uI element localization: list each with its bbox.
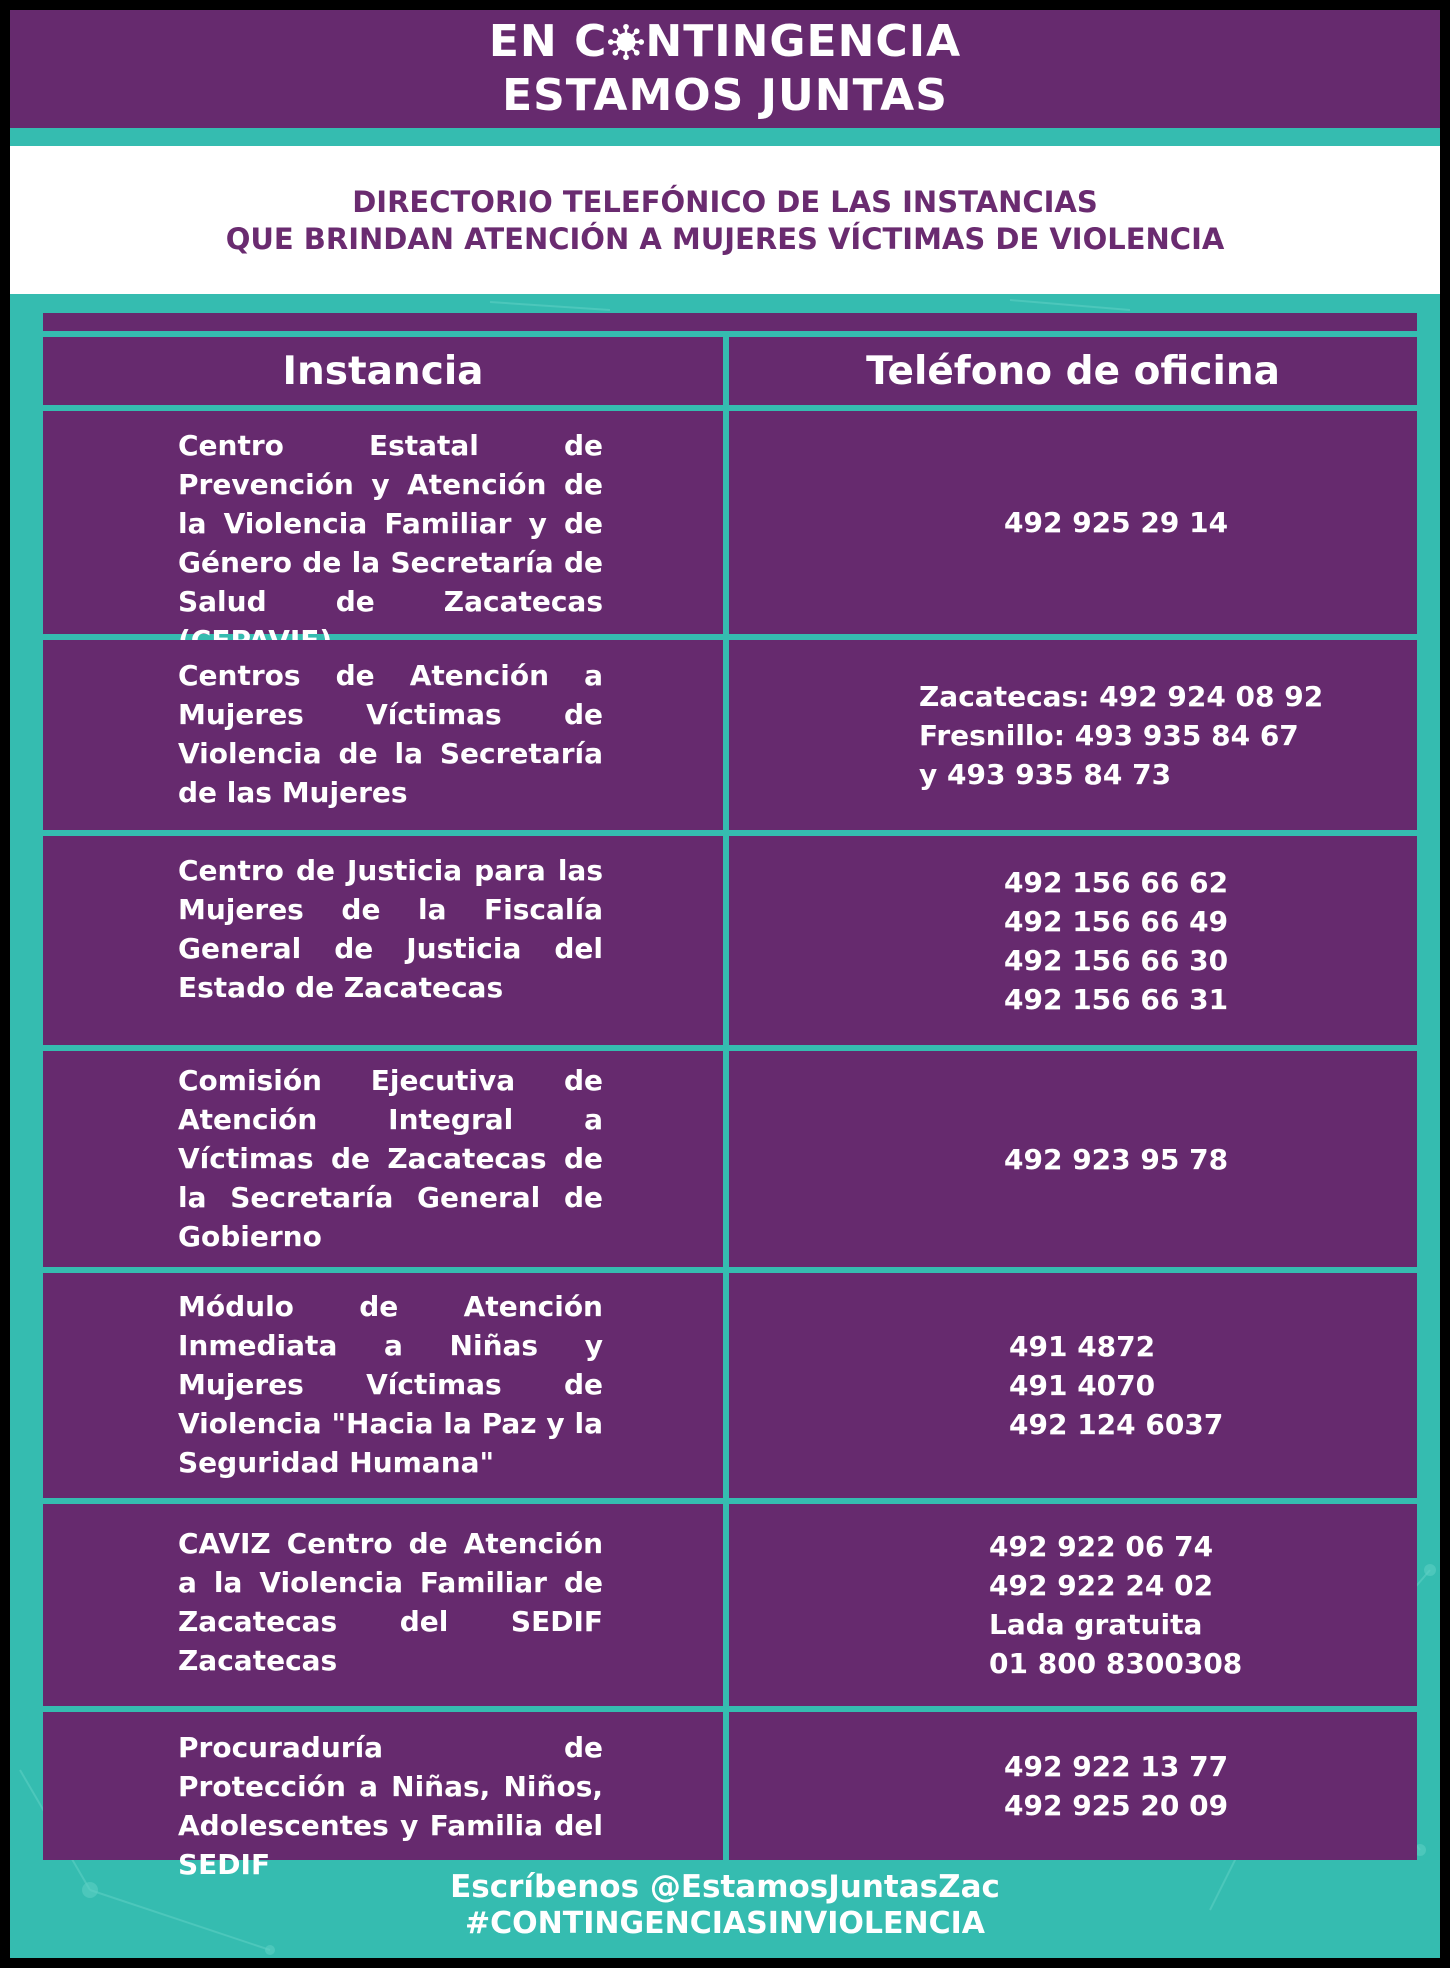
top-banner [10,10,1440,128]
phone-number: 491 4872 [1009,1330,1156,1363]
footer-hashtag: #CONTINGENCIASINVIOLENCIA [465,1906,985,1941]
table-row-instancia: CAVIZ Centro de Atención a la Violencia Familiar de Zacatecas del SEDIF Zacatecas [43,1504,723,1706]
banner-title-line1: EN C NTINGENCIA [488,16,962,67]
subtitle-line1: DIRECTORIO TELEFÓNICO DE LAS INSTANCIAS [352,185,1098,219]
phone-number: 491 4070 [1009,1369,1156,1402]
table-row-telefono [729,1273,1417,1498]
table-row-instancia: Centro Estatal de Prevención y Atención de la Violencia Familiar y de Género de la Secretaría de Salud de Zacatecas [43,411,723,634]
banner-title-line2: ESTAMOS JUNTAS [502,70,948,121]
table-row-telefono [729,1712,1417,1860]
table-row-telefono [729,1504,1417,1706]
phone-number: 01 800 8300308 [989,1647,1243,1680]
poster [10,10,1440,1958]
phone-number: Fresnillo: 493 935 84 67 [919,718,1299,752]
footer [10,1868,1440,1942]
phone-number: 492 923 95 78 [1004,1142,1229,1176]
table-row-instancia: Procuraduría de Protección a Niñas, Niños, Adolescentes y Familia del SEDIF [43,1712,723,1860]
directory-table [43,313,1417,1881]
directory-subtitle [10,146,1440,294]
subtitle-line2: QUE BRINDAN ATENCIÓN A MUJERES VÍCTIMAS DE VIOLENCIA [225,222,1225,256]
phone-number: 492 922 06 74 [989,1530,1214,1563]
header-telefono: Teléfono de oficina [729,337,1417,405]
phone-number: y 493 935 84 73 [919,757,1172,791]
phone-number: Zacatecas: 492 924 08 92 [919,679,1324,713]
table-row-telefono [729,640,1417,830]
header-instancia: Instancia [43,337,723,405]
phone-number: 492 922 24 02 [989,1569,1214,1602]
table-row-telefono [729,1051,1417,1267]
table-row-instancia: Centro de Justicia para las Mujeres de la Fiscalía General de Justicia del Estado de Zacatecas [43,836,723,1045]
table-row-instancia: Comisión Ejecutiva de Atención Integral a Víctimas de Zacatecas de la Secretaría General de Gobierno [43,1051,723,1267]
phone-number: 492 156 66 62 [1004,865,1229,899]
phone-number: 492 925 29 14 [1004,506,1229,539]
phone-number: Lada gratuita [989,1608,1203,1641]
footer-contact-handle: Escríbenos @EstamosJuntasZac [450,1869,1000,1905]
virus-o-icon [607,23,645,61]
table-row-instancia: Módulo de Atención Inmediata a Niñas y Mujeres Víctimas de Violencia "Hacia la Paz y la Seguridad Humana" [43,1273,723,1498]
table-row-instancia: Centros de Atención a Mujeres Víctimas de Violencia de la Secretaría de las Mujeres [43,640,723,830]
phone-number: 492 124 6037 [1009,1408,1224,1441]
phone-number: 492 925 20 09 [1004,1789,1229,1822]
table-row-telefono [729,411,1417,634]
phone-number: 492 156 66 31 [1004,982,1229,1016]
phone-number: 492 156 66 30 [1004,943,1229,977]
phone-number: 492 922 13 77 [1004,1750,1229,1783]
table-top-strip [43,313,1417,331]
phone-number: 492 156 66 49 [1004,904,1229,938]
table-row-telefono [729,836,1417,1045]
